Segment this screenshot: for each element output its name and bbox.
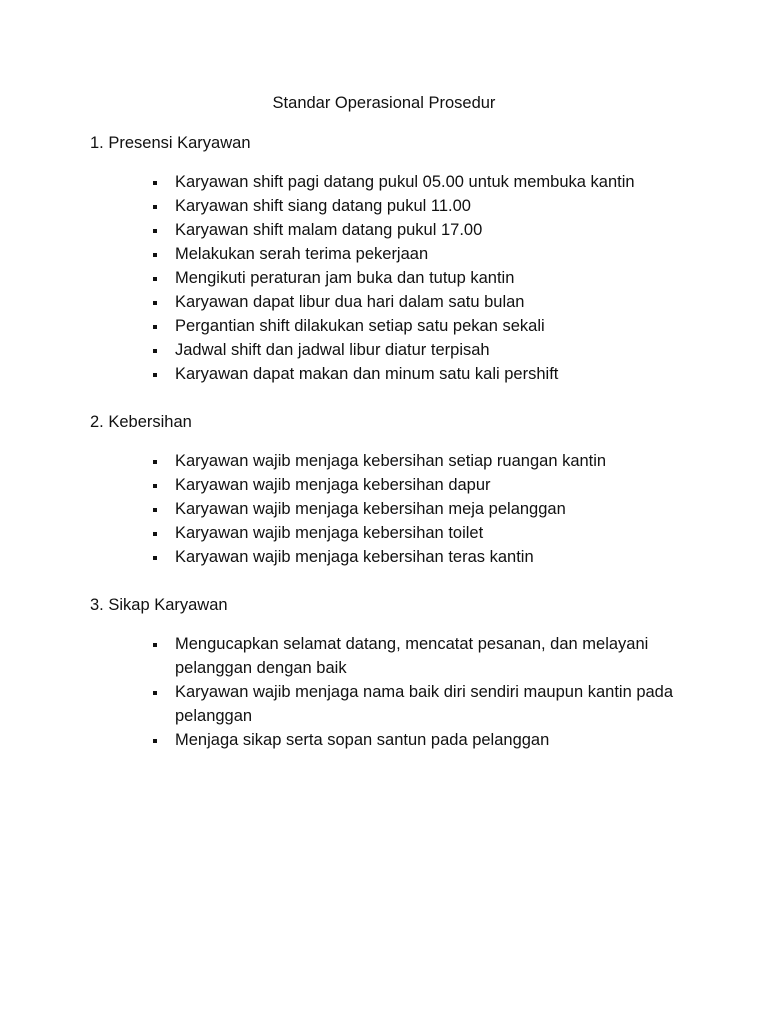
list-item-text: Jadwal shift dan jadwal libur diatur terpisah (175, 341, 490, 359)
list-item (150, 680, 690, 728)
square-bullet-icon (153, 508, 157, 512)
list-item-text: Mengikuti peraturan jam buka dan tutup kantin (175, 269, 515, 287)
bullet-list-presensi-karyawan (150, 170, 690, 386)
list-item-text: Mengucapkan selamat datang, mencatat pesanan, dan melayani pelanggan dengan baik (175, 635, 649, 677)
square-bullet-icon (153, 349, 157, 353)
list-item-text: Karyawan dapat libur dua hari dalam satu bulan (175, 293, 525, 311)
square-bullet-icon (153, 556, 157, 560)
square-bullet-icon (153, 643, 157, 647)
list-item-text: Karyawan wajib menjaga kebersihan meja pelanggan (175, 500, 566, 518)
document-title: Standar Operasional Prosedur (272, 94, 496, 112)
square-bullet-icon (153, 691, 157, 695)
list-item (150, 290, 690, 314)
list-item (150, 632, 690, 680)
list-item (150, 497, 690, 521)
list-item-text: Karyawan wajib menjaga kebersihan dapur (175, 476, 491, 494)
list-item (150, 449, 690, 473)
bullet-list-sikap-karyawan (150, 632, 690, 752)
square-bullet-icon (153, 205, 157, 209)
list-item (150, 338, 690, 362)
square-bullet-icon (153, 301, 157, 305)
list-item (150, 314, 690, 338)
bullet-list-kebersihan (150, 449, 690, 569)
square-bullet-icon (153, 484, 157, 488)
list-item (150, 728, 690, 752)
square-bullet-icon (153, 253, 157, 257)
list-item-text: Karyawan shift malam datang pukul 17.00 (175, 221, 483, 239)
section-heading-kebersihan: 2. Kebersihan (90, 413, 192, 431)
square-bullet-icon (153, 181, 157, 185)
square-bullet-icon (153, 373, 157, 377)
list-item (150, 521, 690, 545)
list-item-text: Karyawan shift pagi datang pukul 05.00 untuk membuka kantin (175, 173, 635, 191)
square-bullet-icon (153, 460, 157, 464)
list-item (150, 170, 690, 194)
list-item (150, 194, 690, 218)
square-bullet-icon (153, 325, 157, 329)
list-item-text: Pergantian shift dilakukan setiap satu pekan sekali (175, 317, 545, 335)
square-bullet-icon (153, 229, 157, 233)
list-item (150, 545, 690, 569)
list-item-text: Melakukan serah terima pekerjaan (175, 245, 429, 263)
list-item-text: Karyawan wajib menjaga kebersihan toilet (175, 524, 484, 542)
list-item-text: Karyawan wajib menjaga nama baik diri sendiri maupun kantin pada pelanggan (175, 683, 674, 725)
list-item (150, 266, 690, 290)
list-item-text: Karyawan wajib menjaga kebersihan setiap ruangan kantin (175, 452, 607, 470)
list-item (150, 218, 690, 242)
list-item-text: Karyawan shift siang datang pukul 11.00 (175, 197, 471, 215)
square-bullet-icon (153, 739, 157, 743)
section-heading-presensi-karyawan: 1. Presensi Karyawan (90, 134, 251, 152)
list-item-text: Karyawan wajib menjaga kebersihan teras kantin (175, 548, 534, 566)
list-item (150, 362, 690, 386)
section-heading-sikap-karyawan: 3. Sikap Karyawan (90, 596, 228, 614)
square-bullet-icon (153, 277, 157, 281)
list-item (150, 242, 690, 266)
list-item-text: Karyawan dapat makan dan minum satu kali pershift (175, 365, 559, 383)
list-item-text: Menjaga sikap serta sopan santun pada pelanggan (175, 731, 550, 749)
list-item (150, 473, 690, 497)
square-bullet-icon (153, 532, 157, 536)
